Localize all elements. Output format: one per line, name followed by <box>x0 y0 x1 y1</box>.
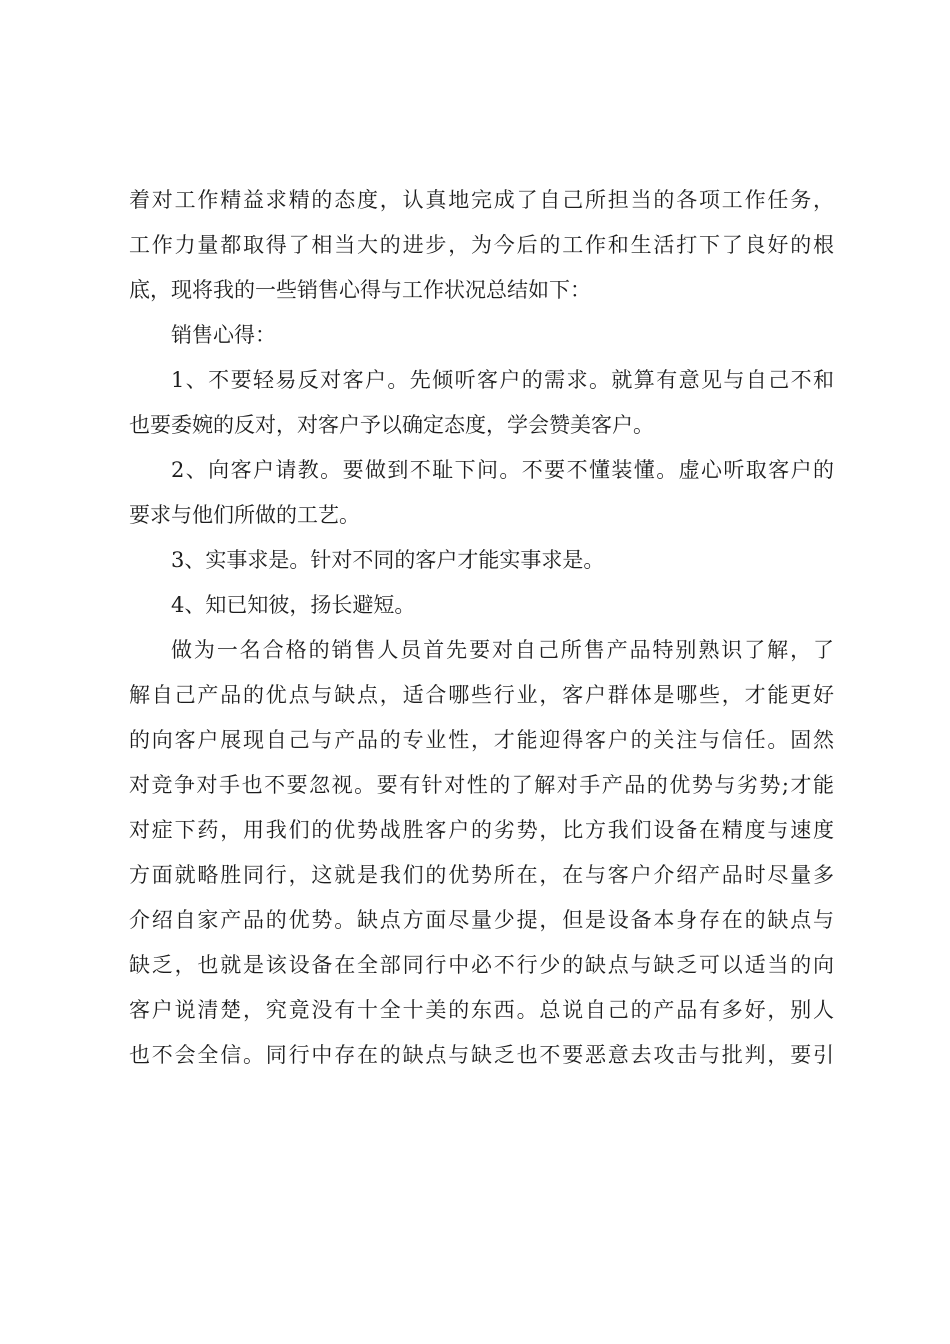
paragraph-line-6: 方面就略胜同行，这就是我们的优势所在，在与客户介绍产品时尽量多 <box>129 863 834 887</box>
text-line-2: 工作力量都取得了相当大的进步，为今后的工作和生活打下了良好的根 <box>129 233 834 257</box>
paragraph-line-4: 对竞争对手也不要忽视。要有针对性的了解对手产品的优势与劣势;才能 <box>129 773 834 797</box>
document-body <box>129 178 834 1078</box>
paragraph-line-7: 介绍自家产品的优势。缺点方面尽量少提，但是设备本身存在的缺点与 <box>129 908 834 932</box>
section-heading-sales-insights: 销售心得： <box>171 323 276 347</box>
paragraph-line-10: 也不会全信。同行中存在的缺点与缺乏也不要恶意去攻击与批判，要引 <box>129 1043 834 1067</box>
paragraph-line-2: 解自己产品的优点与缺点，适合哪些行业，客户群体是哪些，才能更好 <box>129 683 834 707</box>
paragraph-line-9: 客户说清楚，究竟没有十全十美的东西。总说自己的产品有多好，别人 <box>129 998 834 1022</box>
text-line-3: 底，现将我的一些销售心得与工作状况总结如下： <box>129 278 591 302</box>
list-item-2-line-1: 2、向客户请教。要做到不耻下问。不要不懂装懂。虚心听取客户的 <box>171 458 834 482</box>
text-line-1: 着对工作精益求精的态度，认真地完成了自己所担当的各项工作任务， <box>129 188 834 212</box>
paragraph-line-5: 对症下药，用我们的优势战胜客户的劣势，比方我们设备在精度与速度 <box>129 818 834 842</box>
paragraph-line-3: 的向客户展现自己与产品的专业性，才能迎得客户的关注与信任。固然 <box>129 728 834 752</box>
list-item-1-line-2: 也要委婉的反对，对客户予以确定态度，学会赞美客户。 <box>129 413 654 437</box>
paragraph-line-1: 做为一名合格的销售人员首先要对自己所售产品特别熟识了解，了 <box>171 638 834 662</box>
list-item-4: 4、知已知彼，扬长避短。 <box>171 593 416 617</box>
paragraph-line-8: 缺乏，也就是该设备在全部同行中必不行少的缺点与缺乏可以适当的向 <box>129 953 834 977</box>
list-item-3: 3、实事求是。针对不同的客户才能实事求是。 <box>171 548 605 572</box>
list-item-2-line-2: 要求与他们所做的工艺。 <box>129 503 360 527</box>
list-item-1-line-1: 1、不要轻易反对客户。先倾听客户的需求。就算有意见与自己不和 <box>171 368 834 392</box>
